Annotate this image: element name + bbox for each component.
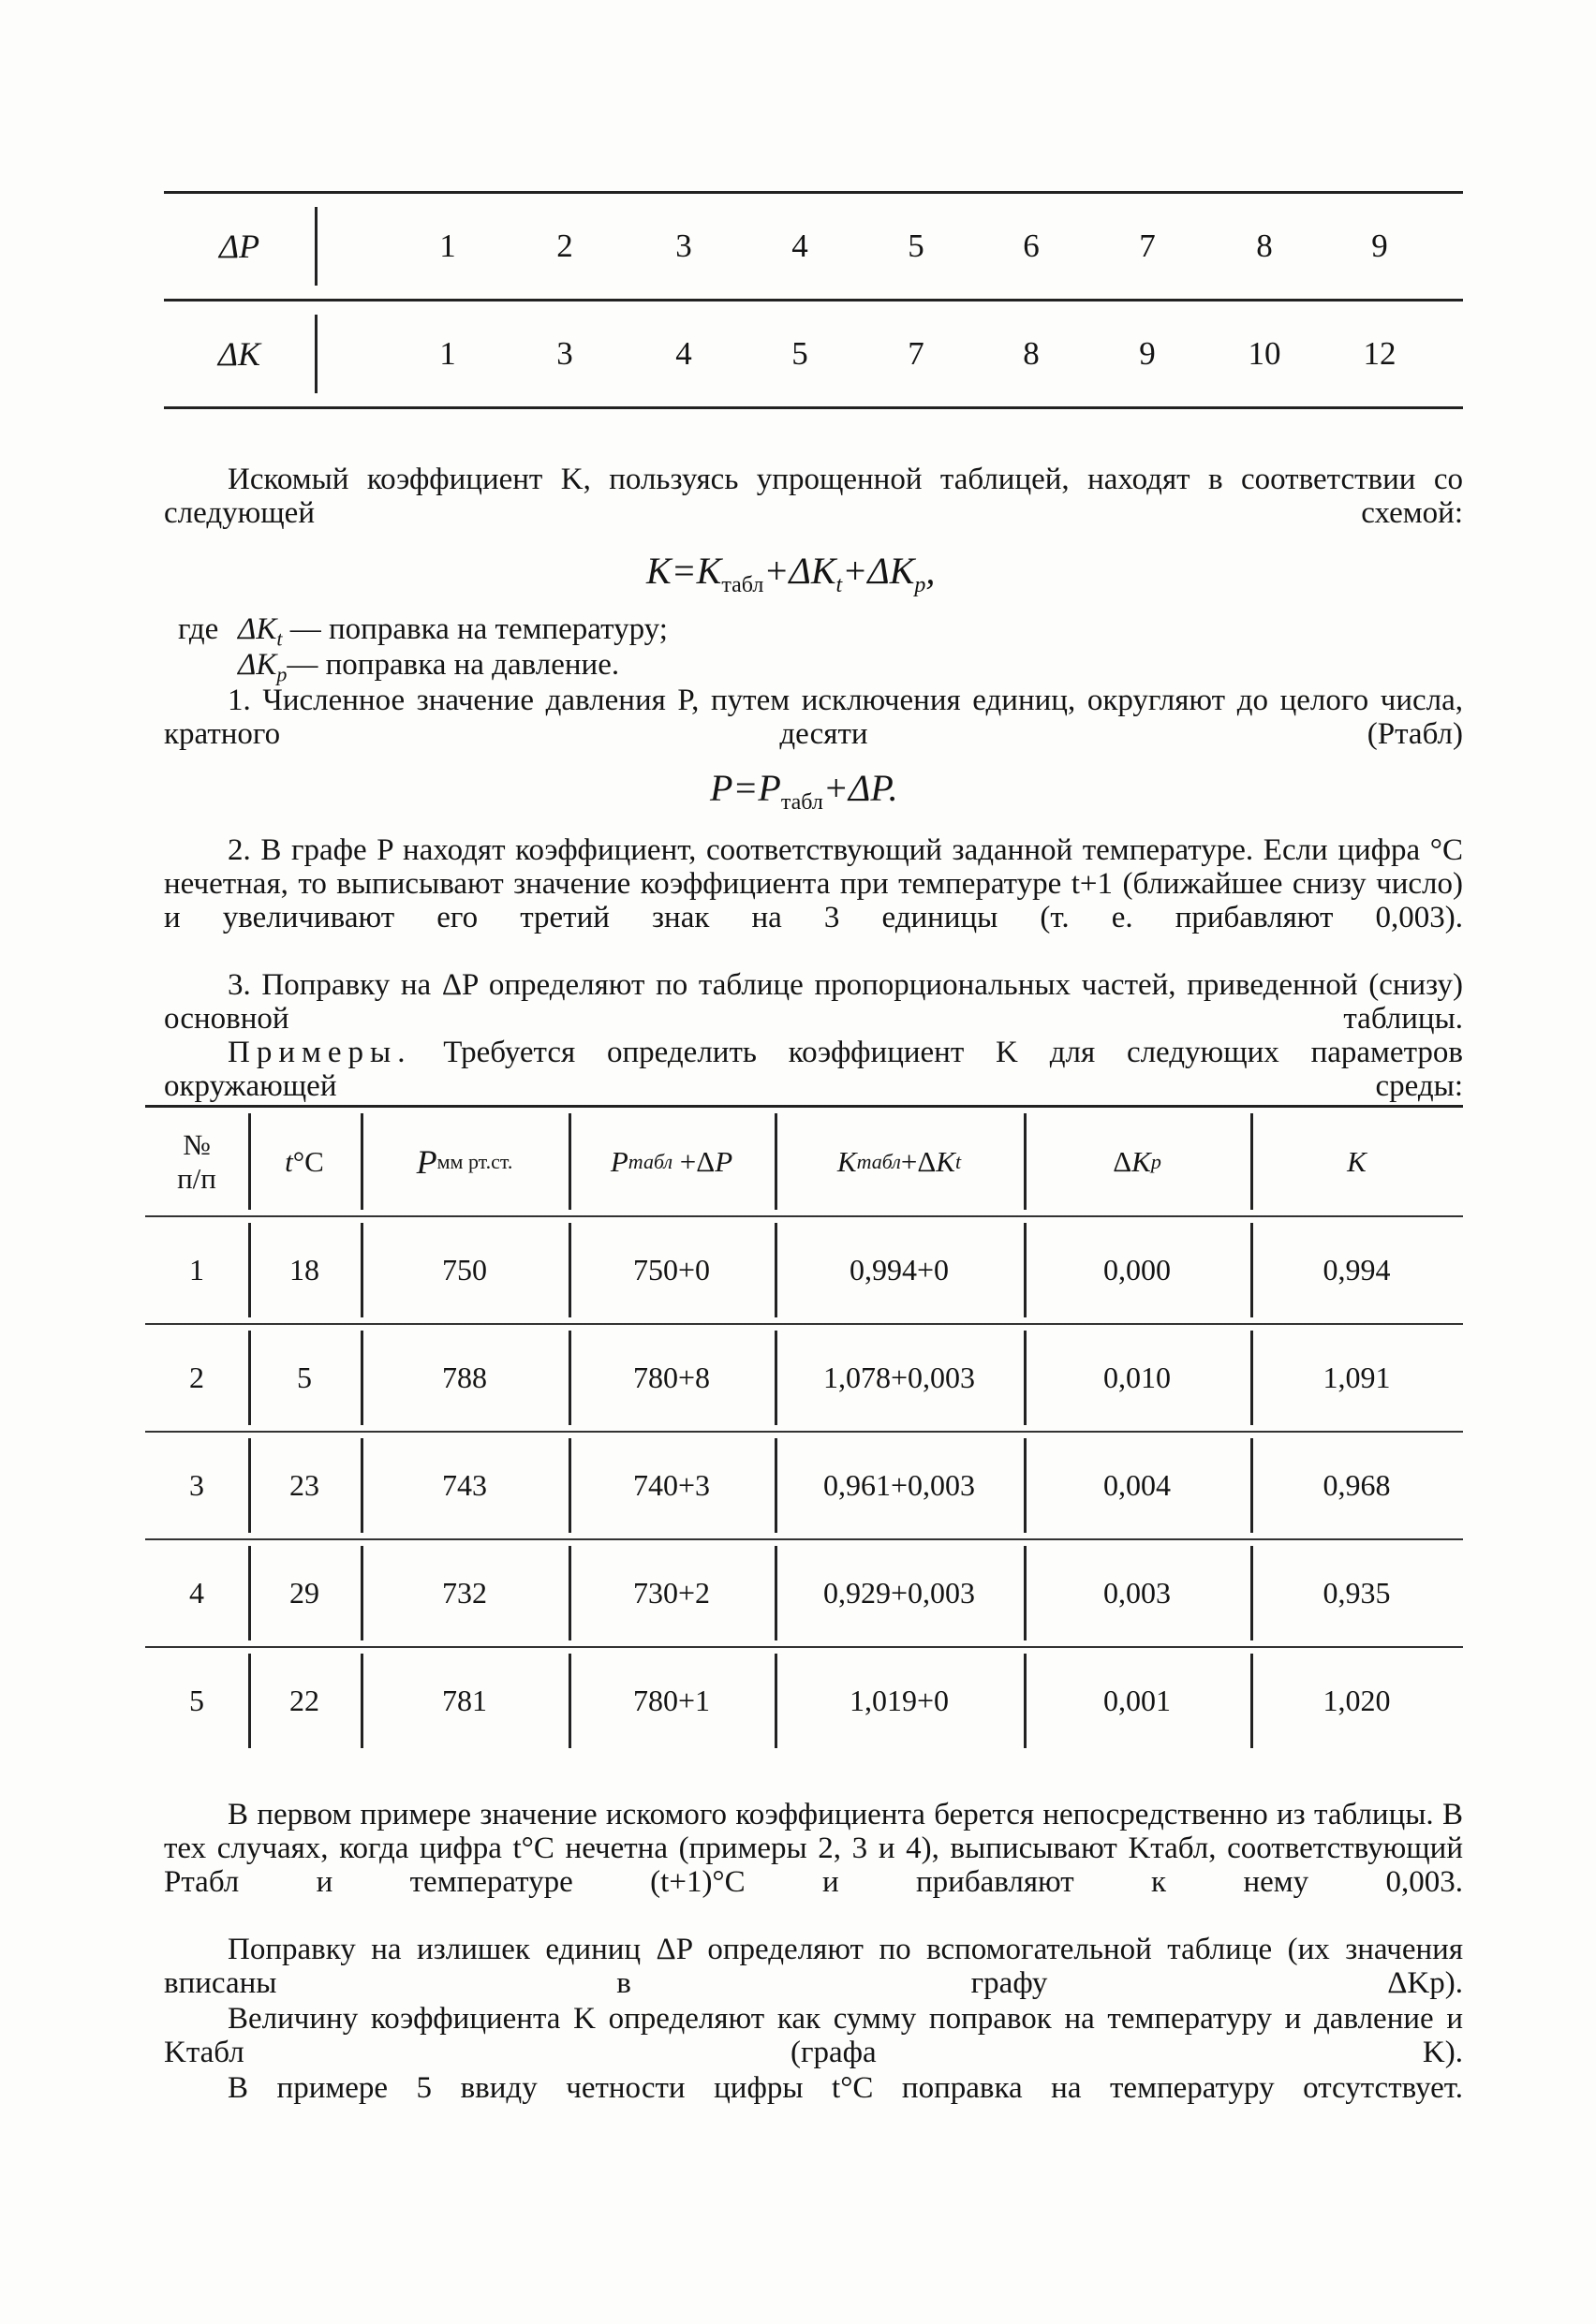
table-row xyxy=(164,194,1463,299)
table-cell: 1,020 xyxy=(1323,1684,1391,1717)
table-row xyxy=(145,1433,1463,1538)
table-cell: 1,019+0 xyxy=(849,1684,950,1717)
table-cell: 23 xyxy=(289,1468,319,1502)
table-cell: 1 xyxy=(439,335,456,372)
table-cell: 3 xyxy=(675,228,692,264)
table-cell: 750 xyxy=(442,1253,487,1287)
table-rule xyxy=(164,406,1463,409)
table-cell: 0,004 xyxy=(1103,1468,1171,1502)
examples-text: Требуется определить коэффициент K для следующих параметров окружающей среды: xyxy=(164,1036,1463,1103)
table-cell: 730+2 xyxy=(632,1576,711,1610)
table-cell: 788 xyxy=(442,1361,487,1394)
where-line-1: где $\Delta K_t$ — поправка на температуру; xyxy=(178,612,668,651)
table-cell: 0,010 xyxy=(1103,1361,1171,1394)
table-cell: 5 xyxy=(791,335,808,372)
table-cell: 0,003 xyxy=(1103,1576,1171,1610)
table-cell: 0,001 xyxy=(1103,1684,1171,1717)
table-header-cell: Δ K p xyxy=(1113,1144,1161,1178)
table-cell: 4 xyxy=(189,1576,204,1610)
row-label: ΔP xyxy=(218,228,260,265)
row-label: ΔK xyxy=(217,335,261,373)
table-cell: 0,994 xyxy=(1323,1253,1391,1287)
table-row xyxy=(164,302,1463,406)
outro-paragraph-1: В первом примере значение искомого коэффициента берется непосредственно из таблицы. В тех случаях, когда цифра t°C нечетна (примеры 2, 3 и 4), выписывают Kтабл, соответствующий Pтабл и температуре (t+1)°C и прибавляют к нему 0,003. xyxy=(164,1798,1463,1899)
table-header-cell: P мм рт.ст. xyxy=(416,1142,513,1181)
examples-intro xyxy=(164,1036,1463,1103)
table-cell: 2 xyxy=(189,1361,204,1394)
formula-p: $P=P_{табл}+\Delta P$. xyxy=(710,767,898,815)
column-divider xyxy=(315,315,318,393)
outro-paragraph-2: Поправку на излишек единиц ΔP определяют по вспомогательной таблице (их значения вписаны в графу ΔKp). xyxy=(164,1933,1463,2000)
table-cell: 4 xyxy=(675,335,692,372)
table-cell: 5 xyxy=(297,1361,312,1394)
table-cell: 12 xyxy=(1363,335,1396,372)
table-header-cell: № п/п xyxy=(177,1127,216,1195)
examples-table xyxy=(145,1105,1463,1754)
table-row xyxy=(145,1217,1463,1323)
table-row xyxy=(145,1540,1463,1646)
table-cell: 8 xyxy=(1023,335,1040,372)
table-cell: 0,000 xyxy=(1103,1253,1171,1287)
table-cell: 780+8 xyxy=(632,1361,711,1394)
table-cell: 743 xyxy=(442,1468,487,1502)
table-cell: 1,078+0,003 xyxy=(822,1361,976,1394)
proportional-parts-table xyxy=(164,191,1463,409)
table-row xyxy=(145,1648,1463,1754)
table-cell: 9 xyxy=(1371,228,1388,264)
table-cell: 0,935 xyxy=(1323,1576,1391,1610)
outro-paragraph-4: В примере 5 ввиду четности цифры t°C поправка на температуру отсутствует. xyxy=(228,2071,1463,2105)
table-cell: 6 xyxy=(1023,228,1040,264)
table-row xyxy=(145,1325,1463,1431)
table-cell: 0,961+0,003 xyxy=(822,1468,976,1502)
step-3: 3. Поправку на ΔP определяют по таблице пропорциональных частей, приведенной (снизу) основной таблицы. xyxy=(164,968,1463,1036)
table-cell: 18 xyxy=(289,1253,319,1287)
table-cell: 4 xyxy=(791,228,808,264)
table-cell: 732 xyxy=(442,1576,487,1610)
table-cell: 7 xyxy=(1139,228,1156,264)
table-cell: 2 xyxy=(556,228,573,264)
column-divider xyxy=(315,207,318,286)
table-cell: 5 xyxy=(908,228,924,264)
table-cell: 0,929+0,003 xyxy=(822,1576,976,1610)
table-header-row xyxy=(145,1108,1463,1215)
step-2: 2. В графе P находят коэффициент, соответствующий заданной температуре. Если цифра °C нечетная, то выписывают значение коэффициента при температуре t+1 (ближайшее снизу число) и увеличивают его третий знак на 3 единицы (т. е. прибавляют 0,003). xyxy=(164,833,1463,934)
table-cell: 10 xyxy=(1248,335,1281,372)
table-cell: 9 xyxy=(1139,335,1156,372)
table-header-cell: K табл +Δ K t xyxy=(836,1144,962,1178)
table-cell: 0,968 xyxy=(1323,1468,1391,1502)
table-cell: 3 xyxy=(189,1468,204,1502)
table-cell: 1,091 xyxy=(1323,1361,1391,1394)
formula-k: $K=K_{табл}+\Delta K_t+\Delta K_p$, xyxy=(646,550,936,597)
table-cell: 3 xyxy=(556,335,573,372)
table-cell: 7 xyxy=(908,335,924,372)
table-cell: 22 xyxy=(289,1684,319,1717)
table-cell: 1 xyxy=(439,228,456,264)
intro-paragraph: Искомый коэффициент K, пользуясь упрощенной таблицей, находят в соответствии со следующей схемой: xyxy=(164,463,1463,530)
table-cell: 29 xyxy=(289,1576,319,1610)
table-header-cell: t °C xyxy=(285,1144,324,1178)
outro-paragraph-3: Величину коэффициента K определяют как сумму поправок на температуру и давление и Kтабл (графа K). xyxy=(164,2002,1463,2069)
table-cell: 5 xyxy=(189,1684,204,1717)
table-cell: 1 xyxy=(189,1253,204,1287)
table-cell: 8 xyxy=(1256,228,1273,264)
table-cell: 780+1 xyxy=(632,1684,711,1717)
step-1: 1. Численное значение давления P, путем исключения единиц, округляют до целого числа, кратного десяти (Pтабл) xyxy=(164,684,1463,751)
examples-heading: Примеры. xyxy=(228,1036,412,1069)
table-cell: 781 xyxy=(442,1684,487,1717)
table-header-cell: K xyxy=(1347,1144,1367,1178)
table-cell: 750+0 xyxy=(632,1253,711,1287)
where-line-2: $\Delta K_p—$ поправка на давление. xyxy=(238,648,620,686)
table-cell: 0,994+0 xyxy=(849,1253,950,1287)
table-cell: 740+3 xyxy=(632,1468,711,1502)
table-header-cell: P табл +Δ P xyxy=(610,1144,733,1178)
